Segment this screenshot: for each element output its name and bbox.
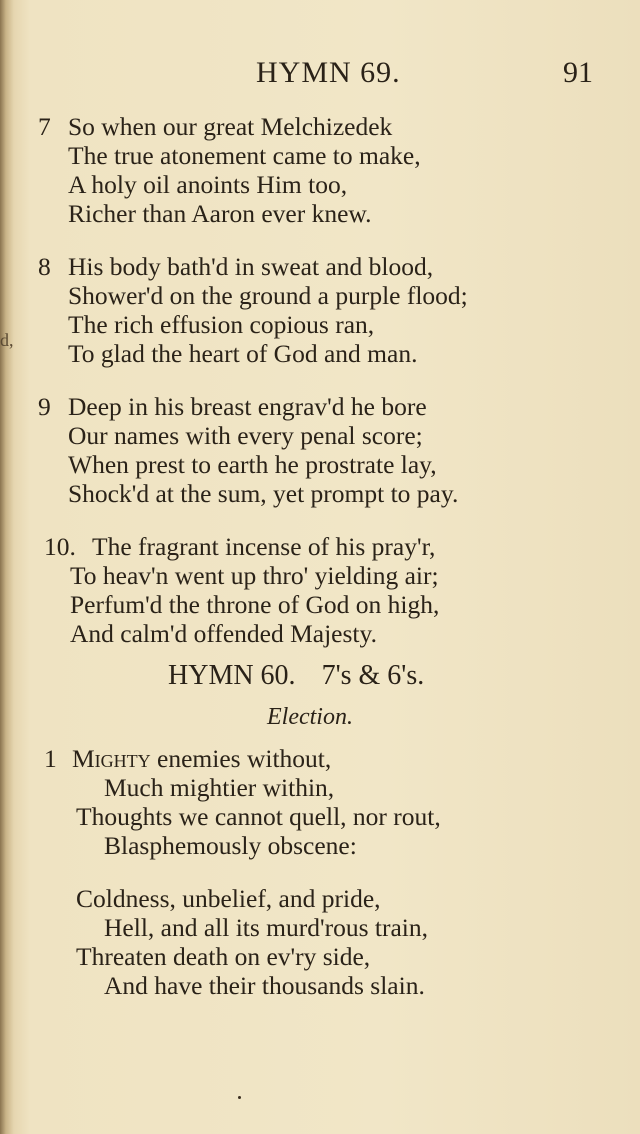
verse-line: A holy oil anoints Him too, <box>68 170 348 199</box>
stanza-number: 10. <box>44 532 76 561</box>
verse-line: To heav'n went up thro' yielding air; <box>70 561 439 590</box>
stanza-number: 1 <box>44 744 57 773</box>
running-title: HYMN 69. <box>256 56 401 89</box>
stanza-number: 9 <box>38 392 51 421</box>
stanza-number: 7 <box>38 112 51 141</box>
page-header <box>0 52 640 92</box>
verse-line: Richer than Aaron ever knew. <box>68 199 372 228</box>
verse-line: The fragrant incense of his pray'r, <box>92 532 436 561</box>
first-word: Mighty <box>72 744 151 773</box>
hymn-heading <box>168 660 424 692</box>
verse-line: And calm'd offended Majesty. <box>70 619 377 648</box>
verse-line: Shower'd on the ground a purple flood; <box>68 281 468 310</box>
gutter-marks: d, <box>0 330 14 350</box>
verse-line: Much mightier within, <box>104 773 335 802</box>
hymn-subject: Election. <box>267 704 353 730</box>
verse-line: Threaten death on ev'ry side, <box>76 942 371 971</box>
verse-line <box>72 744 331 773</box>
verse-line: His body bath'd in sweat and blood, <box>68 252 434 281</box>
page-number: 91 <box>563 56 593 89</box>
verse-line: Coldness, unbelief, and pride, <box>76 884 381 913</box>
verse-line: And have their thousands slain. <box>104 971 425 1000</box>
hymn-title: HYMN 60. <box>168 660 296 691</box>
verse-line: Our names with every penal score; <box>68 421 423 450</box>
verse-line: Shock'd at the sum, yet prompt to pay. <box>68 479 459 508</box>
ink-speck <box>238 1096 241 1099</box>
hymn-meter: 7's & 6's. <box>321 660 425 691</box>
first-line-rest: enemies without, <box>150 744 332 773</box>
verse-line: So when our great Melchizedek <box>68 112 393 141</box>
verse-line: Thoughts we cannot quell, nor rout, <box>76 802 441 831</box>
verse-line: To glad the heart of God and man. <box>68 339 418 368</box>
verse-line: When prest to earth he prostrate lay, <box>68 450 437 479</box>
verse-line: Hell, and all its murd'rous train, <box>104 913 428 942</box>
verse-line: Perfum'd the throne of God on high, <box>70 590 440 619</box>
stanza-number: 8 <box>38 252 51 281</box>
verse-line: Deep in his breast engrav'd he bore <box>68 392 427 421</box>
verse-line: The true atonement came to make, <box>68 141 421 170</box>
verse-line: Blasphemously obscene: <box>104 831 357 860</box>
verse-line: The rich effusion copious ran, <box>68 310 375 339</box>
